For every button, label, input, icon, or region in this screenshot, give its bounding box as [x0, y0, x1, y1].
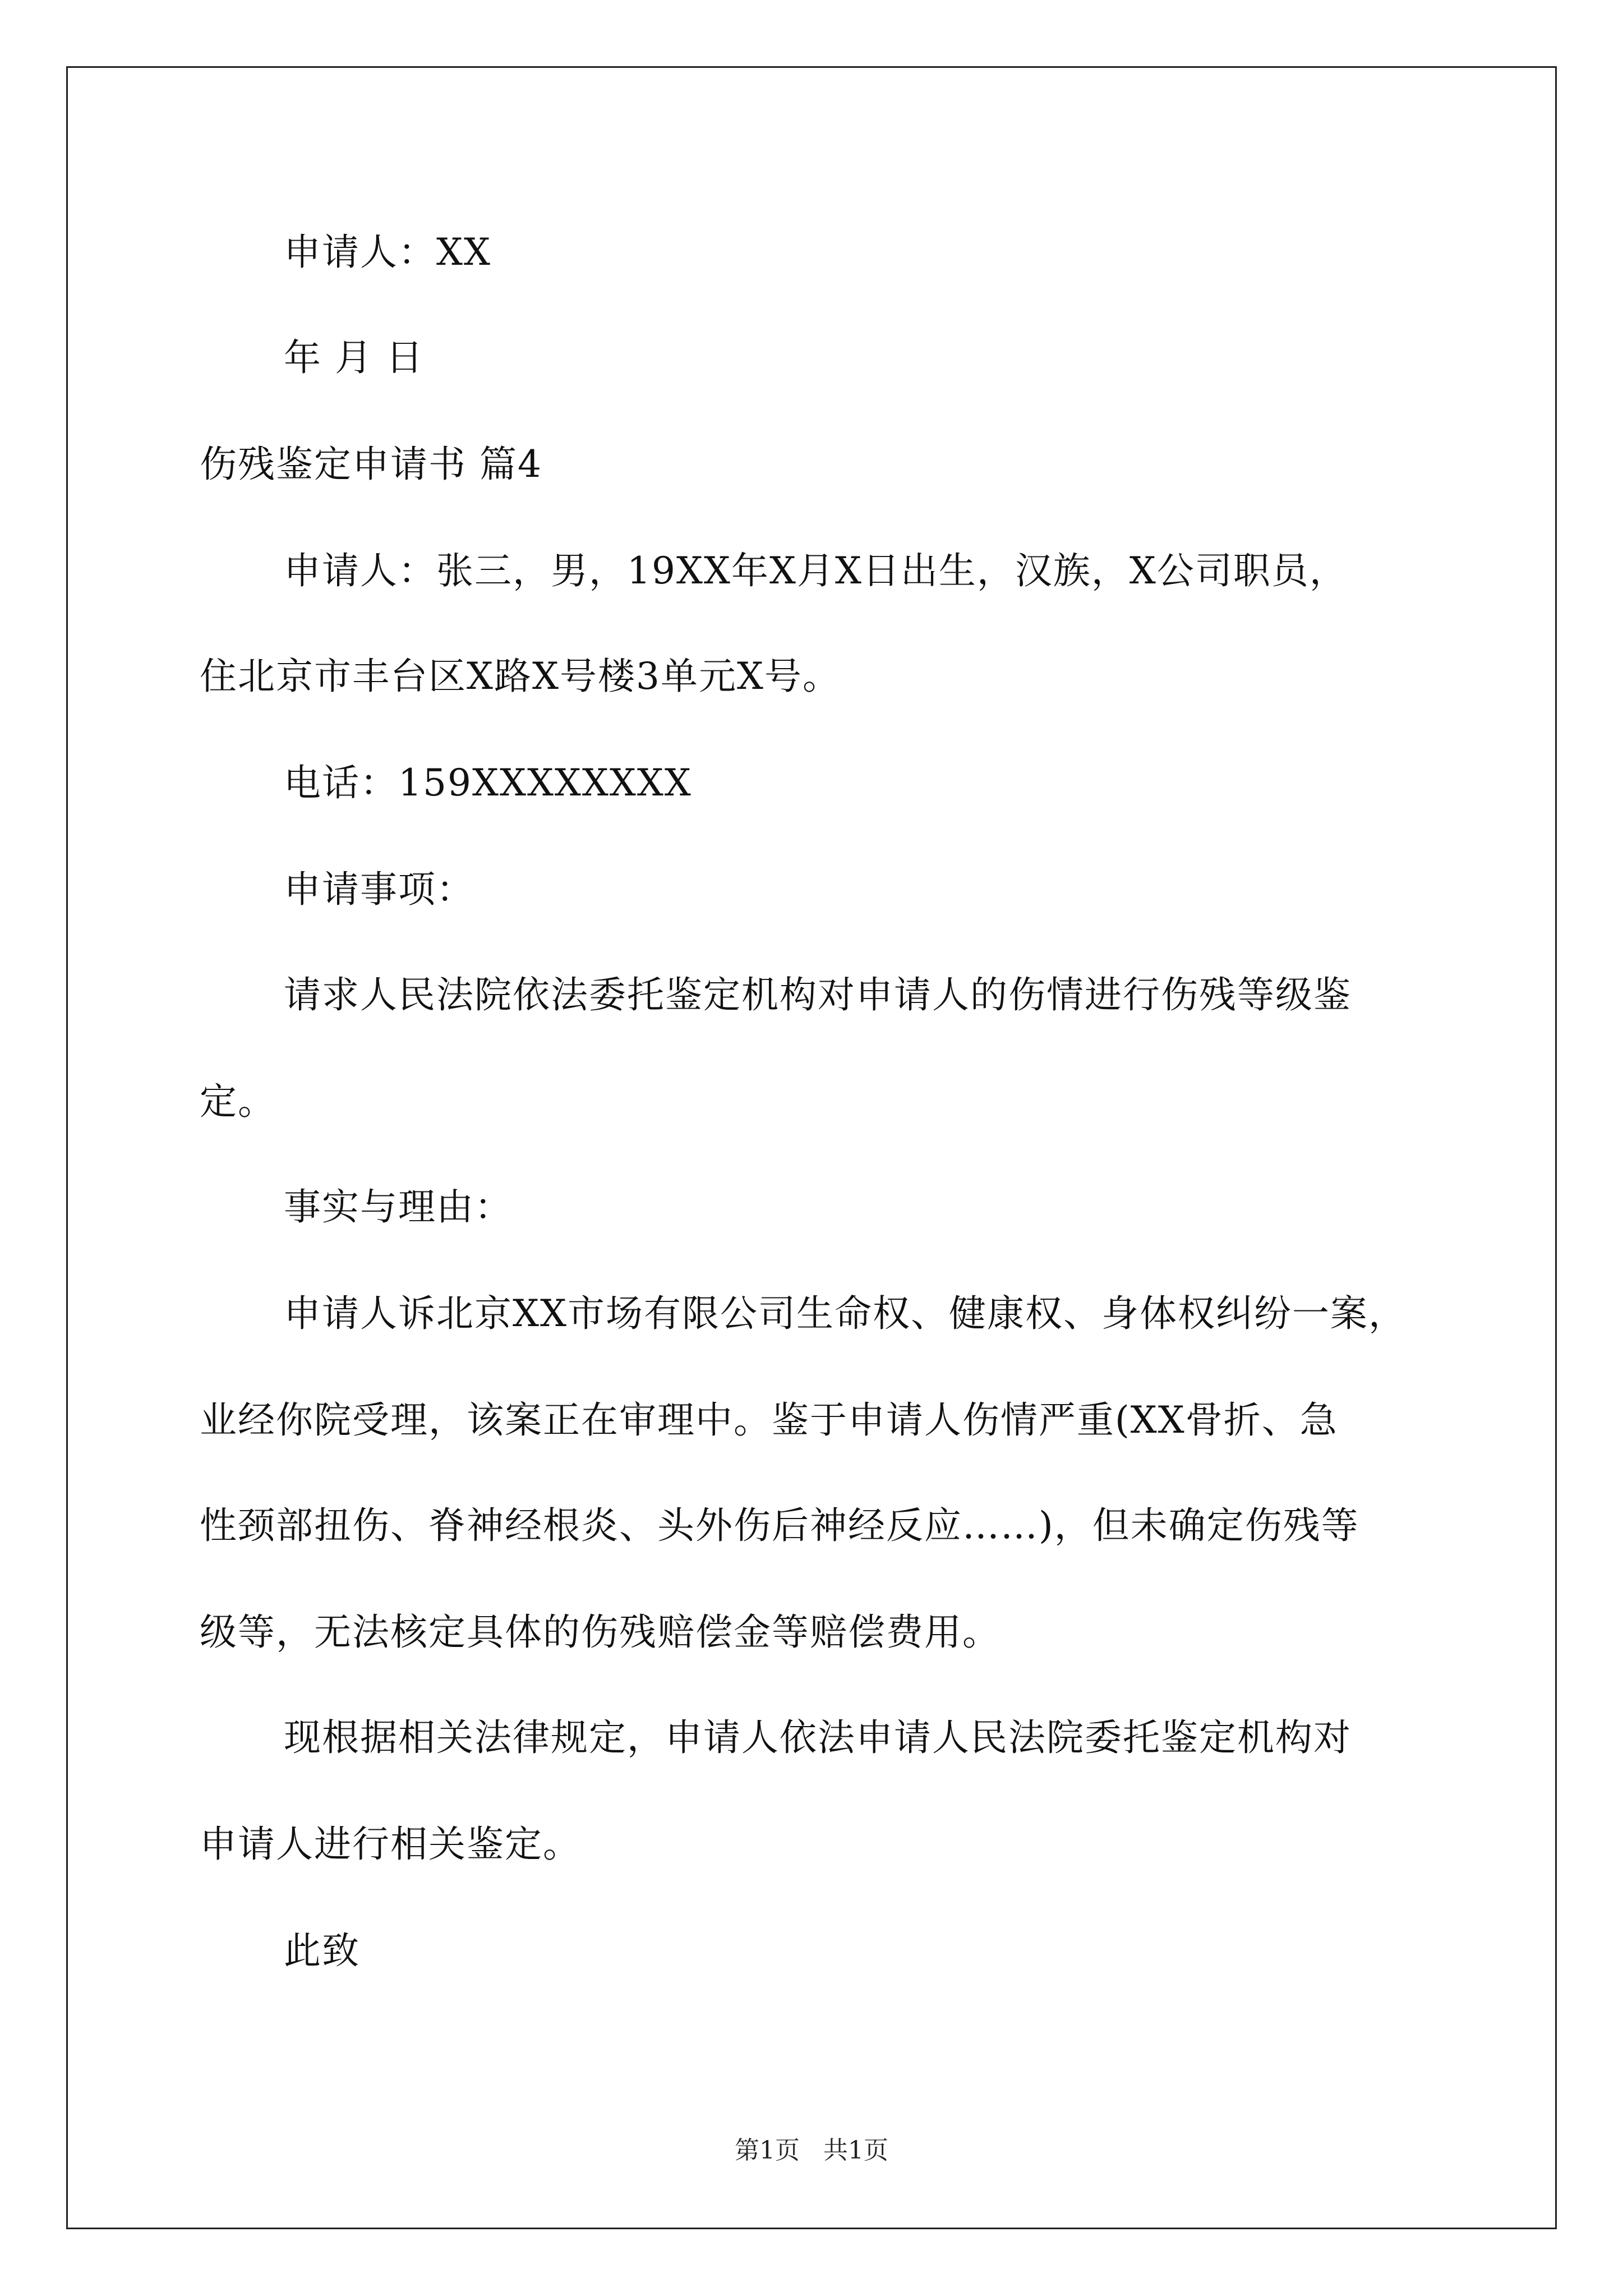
- basis-text-line-2: 申请人进行相关鉴定。: [200, 1823, 581, 1866]
- closing-line: 此致: [284, 1929, 360, 1972]
- applicant-address: 住北京市丰台区X路X号楼3单元X号。: [200, 655, 841, 698]
- request-text-line-2: 定。: [200, 1080, 276, 1123]
- date-line: 年 月 日: [284, 336, 424, 379]
- request-text-line-1: 请求人民法院依法委托鉴定机构对申请人的伤情进行伤残等级鉴: [284, 973, 1352, 1016]
- applicant-signature: 申请人：XX: [284, 231, 491, 274]
- facts-heading: 事实与理由：: [284, 1185, 513, 1228]
- page-number: [0, 2135, 1623, 2166]
- phone-line: 电话：159XXXXXXXX: [284, 761, 692, 804]
- section-title: 伤残鉴定申请书 篇4: [200, 443, 542, 486]
- facts-text-line-4: 级等，无法核定具体的伤残赔偿金等赔偿费用。: [200, 1611, 1000, 1654]
- page-frame: [66, 66, 1557, 2229]
- request-heading: 申请事项：: [284, 868, 474, 911]
- applicant-info: 申请人：张三，男，19XX年X月X日出生，汉族，X公司职员，: [284, 549, 1348, 592]
- basis-text-line-1: 现根据相关法律规定，申请人依法申请人民法院委托鉴定机构对: [284, 1716, 1352, 1759]
- current-page: 第1页: [735, 2136, 800, 2165]
- facts-text-line-3: 性颈部扭伤、脊神经根炎、头外伤后神经反应……)，但未确定伤残等: [200, 1504, 1359, 1547]
- facts-text-line-2: 业经你院受理，该案正在审理中。鉴于申请人伤情严重(XX骨折、急: [200, 1398, 1338, 1442]
- total-pages: 共1页: [823, 2136, 888, 2165]
- facts-text-line-1: 申请人诉北京XX市场有限公司生命权、健康权、身体权纠纷一案，: [284, 1292, 1407, 1335]
